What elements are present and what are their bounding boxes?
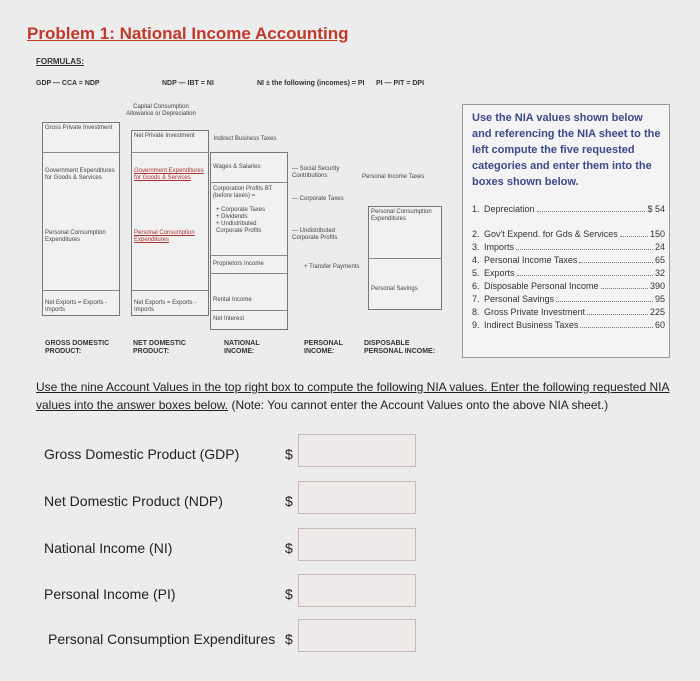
- ndp-answer-input[interactable]: [299, 482, 415, 513]
- footer-ndp: NET DOMESTIC PRODUCT:: [133, 340, 186, 355]
- gdp-gross-private-investment: Gross Private Investment: [45, 125, 113, 131]
- account-item: 5. Exports 32: [472, 268, 665, 278]
- ndp-net-private-investment: Net Private Investment: [134, 133, 195, 139]
- gdp-personal-consumption: Personal Consumption Expenditures: [45, 230, 106, 243]
- gdp-answer-box[interactable]: [298, 434, 416, 467]
- gdp-currency: $: [285, 446, 293, 462]
- pi-answer-box[interactable]: [298, 574, 416, 607]
- footer-gdp: GROSS DOMESTIC PRODUCT:: [45, 340, 110, 355]
- footer-dpi: DISPOSABLE PERSONAL INCOME:: [364, 340, 436, 355]
- formula-ndp-ni: NDP — IBT = NI: [162, 80, 214, 87]
- pi-label: Personal Income (PI): [44, 586, 176, 602]
- ni-net-interest: Net Interest: [213, 316, 245, 322]
- dpi-personal-consumption: Personal Consumption Expenditures: [371, 209, 432, 222]
- account-item: 3. Imports 24: [472, 242, 665, 252]
- cca-note: Capital Consumption Allowance or Depreciation: [126, 104, 196, 117]
- dpi-personal-savings: Personal Savings: [371, 286, 418, 292]
- gdp-government-expenditures: Government Expenditures for Goods & Services: [45, 168, 115, 181]
- gdp-net-exports: Net Exports = Exports - Imports: [45, 300, 108, 313]
- ndp-label: Net Domestic Product (NDP): [44, 493, 223, 509]
- formula-ni-pi: NI ± the following (incomes) = PI: [257, 80, 365, 87]
- formula-gdp-ndp: GDP — CCA = NDP: [36, 80, 100, 87]
- nia-values-panel: [462, 104, 670, 358]
- account-item: 6. Disposable Personal Income 390: [472, 281, 665, 291]
- nia-instructions: Use the NIA values shown below and referencing the NIA sheet to the left compute the five requested categories and enter them into the boxes shown below.: [472, 112, 661, 188]
- pce-answer-box[interactable]: [298, 619, 416, 652]
- pce-answer-input[interactable]: [299, 620, 415, 651]
- pi-undistributed-profits: — Undistributed Corporate Profits: [292, 228, 338, 241]
- pce-label: Personal Consumption Expenditures: [48, 631, 276, 647]
- ni-label: National Income (NI): [44, 540, 173, 556]
- account-item: 2. Gov't Expend. for Gds & Services 150: [472, 229, 665, 239]
- gdp-answer-input[interactable]: [299, 435, 415, 466]
- pi-currency: $: [285, 586, 293, 602]
- ndp-government-expenditures: Government Expenditures for Goods & Services: [134, 168, 204, 181]
- ndp-personal-consumption: Personal Consumption Expenditures: [134, 230, 195, 243]
- pi-answer-input[interactable]: [299, 575, 415, 606]
- answer-instructions: Use the nine Account Values in the top right box to compute the following NIA values. Enter the following requested NIA values into the answer boxes below. (Note: You cannot enter the Account Values onto the above NIA sheet.): [36, 380, 670, 412]
- ndp-answer-box[interactable]: [298, 481, 416, 514]
- ni-corporation-profits: Corporation Profits BT (before taxes) =: [213, 186, 273, 199]
- ndp-column: [131, 130, 209, 316]
- indirect-business-taxes: Indirect Business Taxes: [213, 136, 277, 142]
- account-item: 4. Personal Income Taxes 65: [472, 255, 665, 265]
- page-title: Problem 1: National Income Accounting: [27, 24, 349, 43]
- pce-currency: $: [285, 631, 293, 647]
- personal-income-taxes: Personal Income Taxes: [362, 174, 425, 180]
- ndp-currency: $: [285, 493, 293, 509]
- ni-answer-box[interactable]: [298, 528, 416, 561]
- ni-wages-salaries: Wages & Salaries: [213, 164, 261, 170]
- pi-corporate-taxes: — Corporate Taxes: [292, 196, 344, 202]
- ni-currency: $: [285, 540, 293, 556]
- ni-corporate-taxes: + Corporate Taxes: [216, 207, 266, 213]
- footer-pi: PERSONAL INCOME:: [304, 340, 343, 355]
- pi-transfer-payments: + Transfer Payments: [304, 264, 360, 270]
- account-item: 8. Gross Private Investment 225: [472, 307, 665, 317]
- ni-proprietors-income: Proprietors Income: [213, 261, 264, 267]
- account-item: 9. Indirect Business Taxes 60: [472, 320, 665, 330]
- formulas-label: FORMULAS:: [36, 57, 84, 66]
- footer-ni: NATIONAL INCOME:: [224, 340, 260, 355]
- ni-undistributed-profits: + Undistributed Corporate Profits: [216, 221, 262, 234]
- ni-rental-income: Rental Income: [213, 297, 252, 303]
- pi-social-security: — Social Security Contributions: [292, 166, 340, 179]
- account-item: 7. Personal Savings 95: [472, 294, 665, 304]
- account-item: 1. Depreciation $ 54: [472, 204, 665, 214]
- formula-pi-dpi: PI — PIT = DPI: [376, 80, 425, 87]
- ni-answer-input[interactable]: [299, 529, 415, 560]
- gdp-label: Gross Domestic Product (GDP): [44, 446, 240, 462]
- ni-dividends: + Dividends: [216, 214, 248, 220]
- ndp-net-exports: Net Exports = Exports - Imports: [134, 300, 197, 313]
